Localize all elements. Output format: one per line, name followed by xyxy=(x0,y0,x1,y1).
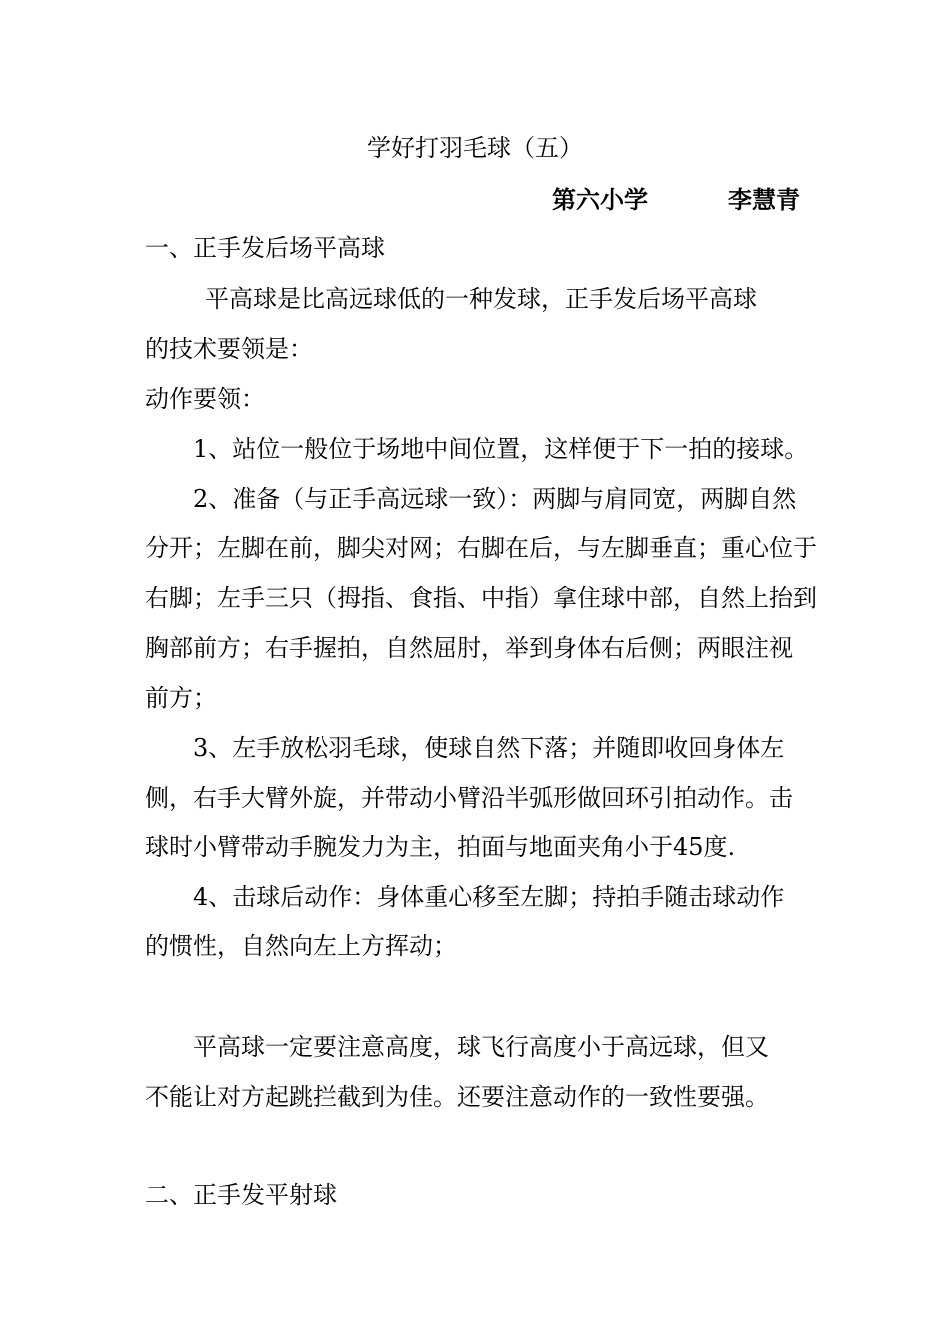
paragraph-line: 前方； xyxy=(145,684,217,712)
paragraph-line: 胸部前方；右手握拍，自然屈肘，举到身体右后侧；两眼注视 xyxy=(145,634,793,662)
essentials-label: 动作要领： xyxy=(145,385,265,413)
paragraph-line: 的技术要领是： xyxy=(145,335,313,363)
paragraph-line: 4、击球后动作：身体重心移至左脚；持拍手随击球动作 xyxy=(193,883,785,911)
author-name: 李慧青 xyxy=(728,185,800,214)
paragraph-line: 平高球一定要注意高度，球飞行高度小于高远球，但又 xyxy=(193,1033,769,1061)
paragraph-line: 右脚；左手三只（拇指、食指、中指）拿住球中部，自然上抬到 xyxy=(145,584,817,612)
paragraph-line: 平高球是比高远球低的一种发球，正手发后场平高球 xyxy=(205,285,757,313)
paragraph-line: 不能让对方起跳拦截到为佳。还要注意动作的一致性要强。 xyxy=(145,1083,769,1111)
paragraph-line: 侧，右手大臂外旋，并带动小臂沿半弧形做回环引拍动作。击 xyxy=(145,784,793,812)
paragraph-line: 2、准备（与正手高远球一致）：两脚与肩同宽，两脚自然 xyxy=(193,485,797,513)
section-heading: 一、正手发后场平高球 xyxy=(145,234,385,262)
author-school: 第六小学 xyxy=(552,185,648,214)
document-title: 学好打羽毛球（五） xyxy=(367,134,583,162)
section-heading: 二、正手发平射球 xyxy=(145,1181,337,1209)
paragraph-line: 球时小臂带动手腕发力为主，拍面与地面夹角小于45度. xyxy=(145,833,736,861)
paragraph-line: 的惯性，自然向左上方挥动； xyxy=(145,932,457,960)
paragraph-line: 分开；左脚在前，脚尖对网；右脚在后，与左脚垂直；重心位于 xyxy=(145,534,817,562)
paragraph-line: 3、左手放松羽毛球，使球自然下落；并随即收回身体左 xyxy=(193,734,785,762)
paragraph-line: 1、站位一般位于场地中间位置，这样便于下一拍的接球。 xyxy=(193,435,809,463)
